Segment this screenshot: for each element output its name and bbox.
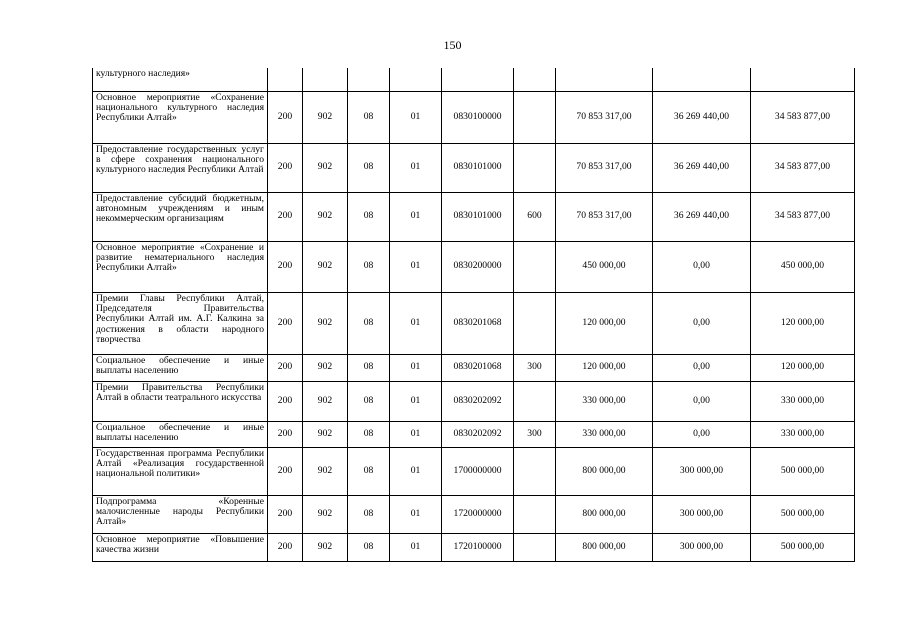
table-cell-section: 08 bbox=[348, 533, 390, 561]
table-cell-section: 08 bbox=[348, 354, 390, 381]
table-cell-admin: 902 bbox=[303, 381, 348, 421]
table-row bbox=[93, 292, 855, 354]
table-cell-amount-federal: 36 269 440,00 bbox=[653, 192, 751, 241]
table-cell-code: 200 bbox=[268, 381, 303, 421]
table-cell-target: 0830201068 bbox=[442, 354, 514, 381]
table-cell-amount-regional: 330 000,00 bbox=[751, 421, 855, 447]
table-cell-amount-total: 120 000,00 bbox=[556, 292, 653, 354]
table-row bbox=[93, 91, 855, 143]
table-cell-section: 08 bbox=[348, 241, 390, 292]
table-cell-name: Премии Главы Республики Алтай, Председателя Правительства Республики Алтай им. А.Г. Калкина за достижения в области народного творчества bbox=[93, 292, 268, 354]
table-cell-expense-type bbox=[514, 91, 556, 143]
table-cell-expense-type bbox=[514, 68, 556, 91]
table-cell-expense-type: 300 bbox=[514, 354, 556, 381]
table-cell-section: 08 bbox=[348, 421, 390, 447]
table-cell-amount-federal: 0,00 bbox=[653, 381, 751, 421]
table-cell-name: Предоставление государственных услуг в сфере сохранения национального культурного наследия Республики Алтай bbox=[93, 143, 268, 192]
table-cell-amount-federal: 300 000,00 bbox=[653, 533, 751, 561]
table-cell-amount-regional bbox=[751, 68, 855, 91]
table-cell-subsection bbox=[390, 68, 442, 91]
table-cell-amount-total: 330 000,00 bbox=[556, 421, 653, 447]
table-cell-amount-regional: 500 000,00 bbox=[751, 495, 855, 533]
table-cell-amount-total: 800 000,00 bbox=[556, 495, 653, 533]
table-cell-subsection: 01 bbox=[390, 495, 442, 533]
table-cell-amount-federal: 0,00 bbox=[653, 354, 751, 381]
table-cell-name: Предоставление субсидий бюджетным, автономным учреждениям и иным некоммерческим организациям bbox=[93, 192, 268, 241]
table-cell-target: 0830100000 bbox=[442, 91, 514, 143]
table-cell-code: 200 bbox=[268, 143, 303, 192]
table-cell-section: 08 bbox=[348, 292, 390, 354]
table-cell-subsection: 01 bbox=[390, 241, 442, 292]
table-cell-expense-type: 300 bbox=[514, 421, 556, 447]
table-row bbox=[93, 533, 855, 561]
table-cell-code: 200 bbox=[268, 292, 303, 354]
table-cell-expense-type bbox=[514, 447, 556, 495]
table-cell-expense-type bbox=[514, 292, 556, 354]
table-cell-amount-federal: 0,00 bbox=[653, 421, 751, 447]
table-cell-subsection: 01 bbox=[390, 354, 442, 381]
table-cell-code: 200 bbox=[268, 192, 303, 241]
table-cell-code: 200 bbox=[268, 447, 303, 495]
table-cell-admin: 902 bbox=[303, 192, 348, 241]
table-cell-code: 200 bbox=[268, 495, 303, 533]
table-cell-amount-total: 70 853 317,00 bbox=[556, 192, 653, 241]
table-cell-name: Государственная программа Республики Алтай «Реализация государственной национальной политики» bbox=[93, 447, 268, 495]
table-cell-target: 0830201068 bbox=[442, 292, 514, 354]
table-cell-amount-total: 800 000,00 bbox=[556, 447, 653, 495]
table-row bbox=[93, 143, 855, 192]
table-cell-name: Подпрограмма «Коренные малочисленные народы Республики Алтай» bbox=[93, 495, 268, 533]
table-cell-expense-type bbox=[514, 533, 556, 561]
table-cell-amount-total: 120 000,00 bbox=[556, 354, 653, 381]
table-cell-name: Социальное обеспечение и иные выплаты населению bbox=[93, 354, 268, 381]
table-cell-expense-type: 600 bbox=[514, 192, 556, 241]
table-cell-name: Премии Правительства Республики Алтай в области театрального искусства bbox=[93, 381, 268, 421]
table-row bbox=[93, 354, 855, 381]
table-cell-amount-federal bbox=[653, 68, 751, 91]
table-cell-admin: 902 bbox=[303, 354, 348, 381]
table-cell-section: 08 bbox=[348, 381, 390, 421]
table-cell-section: 08 bbox=[348, 495, 390, 533]
table-cell-amount-regional: 34 583 877,00 bbox=[751, 91, 855, 143]
table-cell-amount-regional: 120 000,00 bbox=[751, 354, 855, 381]
table-cell-admin: 902 bbox=[303, 241, 348, 292]
table-row bbox=[93, 381, 855, 421]
table-cell-section: 08 bbox=[348, 143, 390, 192]
table-cell-amount-federal: 0,00 bbox=[653, 292, 751, 354]
table-cell-section: 08 bbox=[348, 192, 390, 241]
table-cell-code: 200 bbox=[268, 91, 303, 143]
table-cell-subsection: 01 bbox=[390, 421, 442, 447]
table-cell-amount-regional: 34 583 877,00 bbox=[751, 143, 855, 192]
table-cell-amount-regional: 500 000,00 bbox=[751, 533, 855, 561]
table-cell-name: Основное мероприятие «Сохранение национального культурного наследия Республики Алтай» bbox=[93, 91, 268, 143]
table-cell-code: 200 bbox=[268, 421, 303, 447]
table-cell-admin: 902 bbox=[303, 447, 348, 495]
table-cell-amount-total bbox=[556, 68, 653, 91]
table-cell-target: 0830202092 bbox=[442, 421, 514, 447]
table-cell-amount-total: 450 000,00 bbox=[556, 241, 653, 292]
budget-table-body bbox=[93, 68, 855, 561]
table-row bbox=[93, 495, 855, 533]
table-cell-amount-regional: 330 000,00 bbox=[751, 381, 855, 421]
table-cell-code: 200 bbox=[268, 241, 303, 292]
table-cell-name: культурного наследия» bbox=[93, 68, 268, 91]
table-cell-name: Основное мероприятие «Сохранение и развитие нематериального наследия Республики Алтай» bbox=[93, 241, 268, 292]
table-cell-amount-regional: 450 000,00 bbox=[751, 241, 855, 292]
table-cell-subsection: 01 bbox=[390, 447, 442, 495]
table-cell-subsection: 01 bbox=[390, 91, 442, 143]
table-cell-target: 1700000000 bbox=[442, 447, 514, 495]
table-cell-target: 0830101000 bbox=[442, 192, 514, 241]
table-cell-admin: 902 bbox=[303, 143, 348, 192]
table-row bbox=[93, 68, 855, 91]
table-cell-code bbox=[268, 68, 303, 91]
table-cell-amount-total: 70 853 317,00 bbox=[556, 91, 653, 143]
table-cell-amount-federal: 300 000,00 bbox=[653, 447, 751, 495]
table-cell-subsection: 01 bbox=[390, 143, 442, 192]
table-cell-amount-regional: 500 000,00 bbox=[751, 447, 855, 495]
table-cell-amount-federal: 300 000,00 bbox=[653, 495, 751, 533]
table-cell-target: 0830101000 bbox=[442, 143, 514, 192]
table-cell-target: 1720000000 bbox=[442, 495, 514, 533]
table-cell-name: Основное мероприятие «Повышение качества жизни bbox=[93, 533, 268, 561]
table-cell-amount-total: 70 853 317,00 bbox=[556, 143, 653, 192]
table-cell-section: 08 bbox=[348, 447, 390, 495]
table-cell-admin: 902 bbox=[303, 495, 348, 533]
table-cell-section bbox=[348, 68, 390, 91]
table-cell-subsection: 01 bbox=[390, 192, 442, 241]
table-cell-target: 1720100000 bbox=[442, 533, 514, 561]
table-cell-target: 0830200000 bbox=[442, 241, 514, 292]
table-cell-admin: 902 bbox=[303, 292, 348, 354]
table-cell-code: 200 bbox=[268, 533, 303, 561]
table-cell-amount-regional: 120 000,00 bbox=[751, 292, 855, 354]
table-cell-amount-total: 330 000,00 bbox=[556, 381, 653, 421]
table-cell-amount-regional: 34 583 877,00 bbox=[751, 192, 855, 241]
table-cell-target bbox=[442, 68, 514, 91]
table-cell-code: 200 bbox=[268, 354, 303, 381]
table-cell-expense-type bbox=[514, 495, 556, 533]
table-cell-subsection: 01 bbox=[390, 533, 442, 561]
table-cell-target: 0830202092 bbox=[442, 381, 514, 421]
table-cell-expense-type bbox=[514, 241, 556, 292]
table-cell-amount-federal: 36 269 440,00 bbox=[653, 143, 751, 192]
table-cell-amount-total: 800 000,00 bbox=[556, 533, 653, 561]
table-cell-admin bbox=[303, 68, 348, 91]
page-number: 150 bbox=[443, 38, 462, 52]
table-row bbox=[93, 421, 855, 447]
table-cell-subsection: 01 bbox=[390, 381, 442, 421]
table-cell-admin: 902 bbox=[303, 533, 348, 561]
table-cell-subsection: 01 bbox=[390, 292, 442, 354]
table-row bbox=[93, 192, 855, 241]
table-cell-section: 08 bbox=[348, 91, 390, 143]
table-cell-amount-federal: 36 269 440,00 bbox=[653, 91, 751, 143]
table-cell-expense-type bbox=[514, 143, 556, 192]
table-cell-admin: 902 bbox=[303, 421, 348, 447]
table-cell-amount-federal: 0,00 bbox=[653, 241, 751, 292]
table-cell-expense-type bbox=[514, 381, 556, 421]
budget-table bbox=[92, 68, 855, 562]
table-cell-name: Социальное обеспечение и иные выплаты населению bbox=[93, 421, 268, 447]
table-cell-admin: 902 bbox=[303, 91, 348, 143]
table-row bbox=[93, 241, 855, 292]
table-row bbox=[93, 447, 855, 495]
